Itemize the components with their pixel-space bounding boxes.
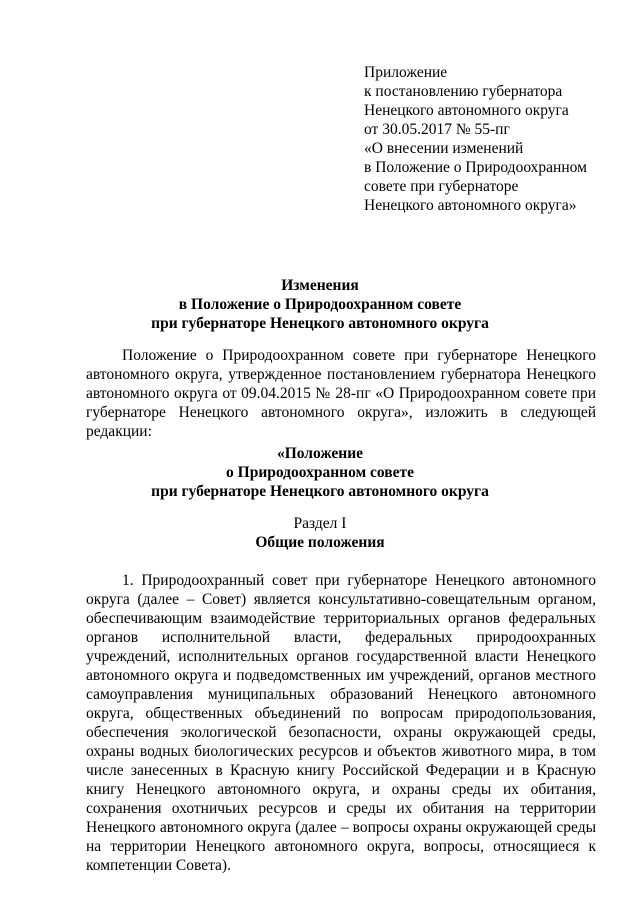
annex-line: совете при губернаторе bbox=[364, 178, 519, 195]
title-line: Изменения bbox=[281, 277, 359, 294]
annex-line: Приложение bbox=[364, 64, 448, 81]
annex-line: в Положение о Природоохранном bbox=[364, 159, 587, 176]
title-line: при губернаторе Ненецкого автономного округа bbox=[151, 315, 489, 332]
annex-line: к постановлению губернатора bbox=[364, 83, 563, 100]
intro-paragraph: Положение о Природоохранном совете при губернаторе Ненецкого автономного округа, утвержденное постановлением губернатора Ненецкого автономного округа от 09.04.2015 № 28-пг «О Природоохранном совете при губернаторе Ненецкого автономного округа», изложить в следующей редакции: bbox=[86, 347, 596, 440]
regulation-title bbox=[0, 444, 640, 501]
annex-line: от 30.05.2017 № 55-пг bbox=[364, 121, 510, 138]
clause-1-paragraph: 1. Природоохранный совет при губернаторе Ненецкого автономного округа (далее – Совет) является консультативно-совещательным органом, обеспечивающим взаимодействие территориальных органов федеральных органов исполнительной власти, федеральных природоохранных учреждений, исполнительных органов государственной власти Ненецкого автономного округа и подведомственных им учреждений, органов местного самоуправления муниципальных образований Ненецкого автономного округа, общественных объединений по вопросам природопользования, обеспечения экологической безопасности, охраны окружающей среды, охраны водных биологических ресурсов и объектов животного мира, в том числе занесенных в Красную книгу Российской Федерации и в Красную книгу Ненецкого автономного округа, и охраны среды их обитания, сохранения охотничьих ресурсов и среды их обитания на территории Ненецкого автономного округа (далее – вопросы охраны окружающей среды на территории Ненецкого автономного округа, вопросы, относящиеся к компетенции Совета). bbox=[86, 572, 596, 874]
document-title bbox=[0, 276, 640, 333]
section-name: Общие положения bbox=[255, 534, 385, 551]
section-number: Раздел I bbox=[293, 515, 347, 532]
regulation-title-line: «Положение bbox=[276, 445, 364, 462]
annex-line: Ненецкого автономного округа» bbox=[364, 197, 577, 214]
regulation-title-line: при губернаторе Ненецкого автономного округа bbox=[151, 483, 489, 500]
annex-header bbox=[364, 63, 624, 215]
annex-line: «О внесении изменений bbox=[364, 140, 524, 157]
regulation-title-line: о Природоохранном совете bbox=[226, 464, 414, 481]
section-heading bbox=[0, 514, 640, 552]
title-line: в Положение о Природоохранном совете bbox=[178, 296, 462, 313]
annex-line: Ненецкого автономного округа bbox=[364, 102, 569, 119]
